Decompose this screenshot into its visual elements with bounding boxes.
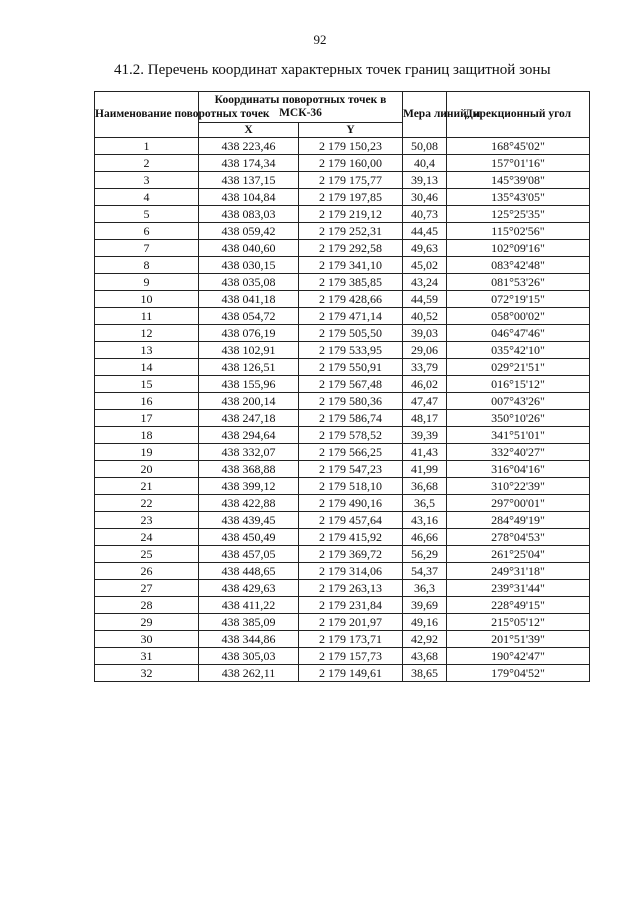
cell-point: 1 (95, 138, 199, 155)
cell-angle: 157°01'16" (447, 155, 590, 172)
cell-distance: 39,69 (403, 597, 447, 614)
cell-y: 2 179 175,77 (299, 172, 403, 189)
cell-x: 438 076,19 (199, 325, 299, 342)
cell-y: 2 179 252,31 (299, 223, 403, 240)
table-row (95, 189, 590, 206)
cell-x: 438 422,88 (199, 495, 299, 512)
cell-x: 438 247,18 (199, 410, 299, 427)
cell-point: 8 (95, 257, 199, 274)
cell-angle: 016°15'12" (447, 376, 590, 393)
cell-angle: 239°31'44" (447, 580, 590, 597)
cell-point: 17 (95, 410, 199, 427)
cell-x: 438 035,08 (199, 274, 299, 291)
table-row (95, 359, 590, 376)
cell-point: 12 (95, 325, 199, 342)
cell-distance: 49,16 (403, 614, 447, 631)
cell-distance: 46,66 (403, 529, 447, 546)
cell-y: 2 179 197,85 (299, 189, 403, 206)
cell-point: 26 (95, 563, 199, 580)
header-x: X (199, 123, 299, 138)
cell-x: 438 054,72 (199, 308, 299, 325)
cell-distance: 36,3 (403, 580, 447, 597)
cell-y: 2 179 219,12 (299, 206, 403, 223)
cell-angle: 310°22'39" (447, 478, 590, 495)
cell-angle: 261°25'04" (447, 546, 590, 563)
cell-point: 2 (95, 155, 199, 172)
table-row (95, 580, 590, 597)
cell-distance: 41,99 (403, 461, 447, 478)
cell-distance: 36,68 (403, 478, 447, 495)
cell-angle: 115°02'56" (447, 223, 590, 240)
cell-x: 438 429,63 (199, 580, 299, 597)
cell-x: 438 332,07 (199, 444, 299, 461)
cell-y: 2 179 385,85 (299, 274, 403, 291)
cell-y: 2 179 150,23 (299, 138, 403, 155)
table-row (95, 155, 590, 172)
table-row (95, 563, 590, 580)
cell-angle: 297°00'01" (447, 495, 590, 512)
cell-point: 28 (95, 597, 199, 614)
cell-distance: 45,02 (403, 257, 447, 274)
cell-x: 438 030,15 (199, 257, 299, 274)
table-row (95, 665, 590, 682)
cell-y: 2 179 518,10 (299, 478, 403, 495)
cell-distance: 40,52 (403, 308, 447, 325)
cell-x: 438 059,42 (199, 223, 299, 240)
cell-y: 2 179 547,23 (299, 461, 403, 478)
table-row (95, 325, 590, 342)
cell-distance: 42,92 (403, 631, 447, 648)
table-row (95, 461, 590, 478)
cell-x: 438 450,49 (199, 529, 299, 546)
table-row (95, 631, 590, 648)
table-row (95, 478, 590, 495)
cell-x: 438 399,12 (199, 478, 299, 495)
cell-point: 20 (95, 461, 199, 478)
cell-angle: 284°49'19" (447, 512, 590, 529)
cell-x: 438 040,60 (199, 240, 299, 257)
cell-y: 2 179 471,14 (299, 308, 403, 325)
table-row (95, 206, 590, 223)
cell-distance: 46,02 (403, 376, 447, 393)
cell-point: 7 (95, 240, 199, 257)
cell-angle: 125°25'35" (447, 206, 590, 223)
cell-angle: 201°51'39" (447, 631, 590, 648)
table-row (95, 257, 590, 274)
cell-point: 3 (95, 172, 199, 189)
table-row (95, 393, 590, 410)
cell-x: 438 104,84 (199, 189, 299, 206)
cell-y: 2 179 415,92 (299, 529, 403, 546)
cell-angle: 058°00'02" (447, 308, 590, 325)
cell-y: 2 179 586,74 (299, 410, 403, 427)
cell-y: 2 179 566,25 (299, 444, 403, 461)
table-row (95, 614, 590, 631)
cell-point: 11 (95, 308, 199, 325)
cell-angle: 228°49'15" (447, 597, 590, 614)
cell-distance: 44,45 (403, 223, 447, 240)
cell-point: 10 (95, 291, 199, 308)
cell-point: 21 (95, 478, 199, 495)
cell-x: 438 457,05 (199, 546, 299, 563)
table-row (95, 291, 590, 308)
cell-y: 2 179 201,97 (299, 614, 403, 631)
cell-y: 2 179 369,72 (299, 546, 403, 563)
cell-x: 438 102,91 (199, 342, 299, 359)
cell-y: 2 179 505,50 (299, 325, 403, 342)
cell-distance: 43,68 (403, 648, 447, 665)
table-body (95, 138, 590, 682)
table-row (95, 274, 590, 291)
cell-y: 2 179 567,48 (299, 376, 403, 393)
cell-angle: 035°42'10" (447, 342, 590, 359)
cell-distance: 39,03 (403, 325, 447, 342)
cell-distance: 54,37 (403, 563, 447, 580)
table-row (95, 172, 590, 189)
cell-x: 438 041,18 (199, 291, 299, 308)
cell-x: 438 294,64 (199, 427, 299, 444)
cell-point: 16 (95, 393, 199, 410)
cell-x: 438 223,46 (199, 138, 299, 155)
header-point-name: Наименование поворотных точек (95, 92, 199, 138)
cell-angle: 102°09'16" (447, 240, 590, 257)
cell-y: 2 179 173,71 (299, 631, 403, 648)
cell-point: 22 (95, 495, 199, 512)
table-row (95, 444, 590, 461)
cell-distance: 39,13 (403, 172, 447, 189)
cell-point: 32 (95, 665, 199, 682)
cell-angle: 083°42'48" (447, 257, 590, 274)
cell-angle: 046°47'46" (447, 325, 590, 342)
table-row (95, 495, 590, 512)
cell-point: 14 (95, 359, 199, 376)
table-row (95, 342, 590, 359)
table-row (95, 512, 590, 529)
table-row (95, 546, 590, 563)
table-row (95, 376, 590, 393)
cell-angle: 215°05'12" (447, 614, 590, 631)
cell-x: 438 174,34 (199, 155, 299, 172)
header-y: Y (299, 123, 403, 138)
cell-distance: 43,16 (403, 512, 447, 529)
header-direction-angle: Дирекционный угол (447, 92, 590, 138)
table-row (95, 240, 590, 257)
cell-distance: 30,46 (403, 189, 447, 206)
cell-point: 18 (95, 427, 199, 444)
cell-y: 2 179 550,91 (299, 359, 403, 376)
cell-y: 2 179 533,95 (299, 342, 403, 359)
cell-y: 2 179 292,58 (299, 240, 403, 257)
table-row (95, 138, 590, 155)
cell-angle: 007°43'26" (447, 393, 590, 410)
cell-distance: 39,39 (403, 427, 447, 444)
cell-angle: 168°45'02" (447, 138, 590, 155)
header-coordinates-group: Координаты поворотных точек в МСК-36 (199, 92, 403, 123)
cell-point: 25 (95, 546, 199, 563)
cell-distance: 38,65 (403, 665, 447, 682)
cell-x: 438 083,03 (199, 206, 299, 223)
cell-y: 2 179 428,66 (299, 291, 403, 308)
cell-angle: 316°04'16" (447, 461, 590, 478)
cell-angle: 249°31'18" (447, 563, 590, 580)
cell-distance: 44,59 (403, 291, 447, 308)
cell-x: 438 155,96 (199, 376, 299, 393)
cell-point: 5 (95, 206, 199, 223)
cell-distance: 50,08 (403, 138, 447, 155)
cell-angle: 145°39'08" (447, 172, 590, 189)
coordinates-table (94, 91, 590, 682)
cell-point: 15 (95, 376, 199, 393)
cell-angle: 081°53'26" (447, 274, 590, 291)
cell-point: 31 (95, 648, 199, 665)
cell-point: 27 (95, 580, 199, 597)
cell-point: 24 (95, 529, 199, 546)
cell-y: 2 179 580,36 (299, 393, 403, 410)
cell-distance: 48,17 (403, 410, 447, 427)
cell-angle: 135°43'05" (447, 189, 590, 206)
cell-distance: 33,79 (403, 359, 447, 376)
header-distance: Мера линий, м (403, 92, 447, 138)
cell-y: 2 179 157,73 (299, 648, 403, 665)
cell-angle: 332°40'27" (447, 444, 590, 461)
cell-distance: 49,63 (403, 240, 447, 257)
cell-x: 438 411,22 (199, 597, 299, 614)
page-number: 92 (313, 32, 327, 47)
cell-point: 9 (95, 274, 199, 291)
table-row (95, 427, 590, 444)
cell-x: 438 262,11 (199, 665, 299, 682)
cell-angle: 179°04'52" (447, 665, 590, 682)
cell-y: 2 179 490,16 (299, 495, 403, 512)
cell-point: 30 (95, 631, 199, 648)
table-row (95, 529, 590, 546)
cell-y: 2 179 149,61 (299, 665, 403, 682)
cell-distance: 40,4 (403, 155, 447, 172)
cell-x: 438 344,86 (199, 631, 299, 648)
cell-angle: 029°21'51" (447, 359, 590, 376)
cell-distance: 43,24 (403, 274, 447, 291)
table-row (95, 223, 590, 240)
cell-distance: 36,5 (403, 495, 447, 512)
cell-point: 13 (95, 342, 199, 359)
cell-angle: 278°04'53" (447, 529, 590, 546)
cell-point: 23 (95, 512, 199, 529)
cell-x: 438 385,09 (199, 614, 299, 631)
cell-x: 438 305,03 (199, 648, 299, 665)
cell-y: 2 179 341,10 (299, 257, 403, 274)
cell-point: 29 (95, 614, 199, 631)
cell-distance: 41,43 (403, 444, 447, 461)
cell-y: 2 179 578,52 (299, 427, 403, 444)
cell-x: 438 439,45 (199, 512, 299, 529)
cell-distance: 40,73 (403, 206, 447, 223)
cell-y: 2 179 314,06 (299, 563, 403, 580)
cell-x: 438 200,14 (199, 393, 299, 410)
table-row (95, 648, 590, 665)
cell-x: 438 126,51 (199, 359, 299, 376)
cell-y: 2 179 160,00 (299, 155, 403, 172)
cell-distance: 29,06 (403, 342, 447, 359)
cell-x: 438 137,15 (199, 172, 299, 189)
cell-y: 2 179 263,13 (299, 580, 403, 597)
section-title: 41.2. Перечень координат характерных точек границ защитной зоны (114, 62, 551, 78)
table-row (95, 597, 590, 614)
cell-distance: 47,47 (403, 393, 447, 410)
cell-distance: 56,29 (403, 546, 447, 563)
cell-angle: 341°51'01" (447, 427, 590, 444)
cell-point: 6 (95, 223, 199, 240)
cell-point: 19 (95, 444, 199, 461)
cell-point: 4 (95, 189, 199, 206)
cell-angle: 072°19'15" (447, 291, 590, 308)
cell-y: 2 179 457,64 (299, 512, 403, 529)
cell-y: 2 179 231,84 (299, 597, 403, 614)
cell-x: 438 448,65 (199, 563, 299, 580)
table-row (95, 308, 590, 325)
cell-angle: 190°42'47" (447, 648, 590, 665)
table-row (95, 410, 590, 427)
cell-angle: 350°10'26" (447, 410, 590, 427)
cell-x: 438 368,88 (199, 461, 299, 478)
